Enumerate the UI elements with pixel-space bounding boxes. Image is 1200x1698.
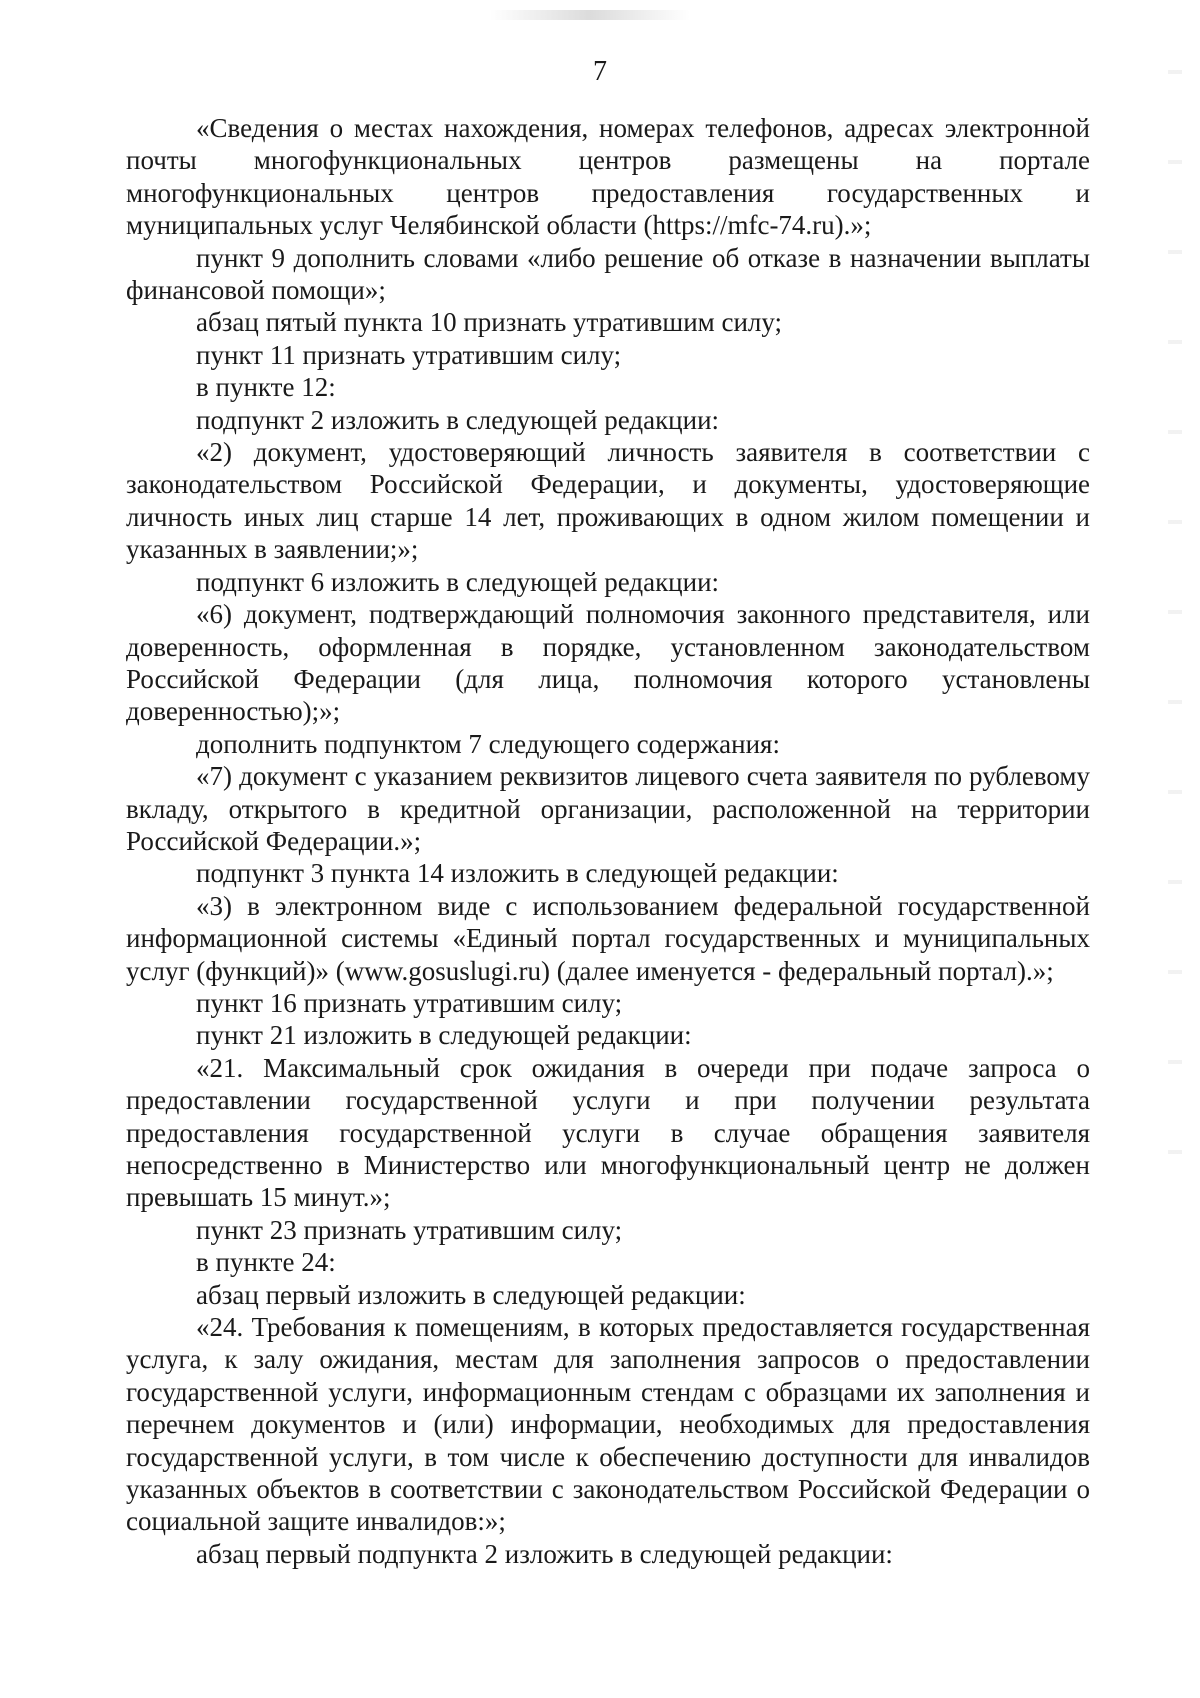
paragraph: пункт 23 признать утратившим силу; <box>196 1214 623 1245</box>
paragraph: пункт 21 изложить в следующей редакции: <box>196 1020 692 1051</box>
paragraph: «2) документ, удостоверяющий личность заявителя в соответствии с законодательством Российской Федерации, и документы, удостоверяющие личность иных лиц старше 14 лет, проживающих в одном жилом помещении и указанных в заявлении;»; <box>126 437 1090 565</box>
scan-artifact-top <box>490 10 690 20</box>
paragraph: «Сведения о местах нахождения, номерах телефонов, адресах электронной почты многофункциональных центров размещены на портале многофункциональных центров предоставления государственных и муниципальных услуг Челябинской области (https://mfc-74.ru).»; <box>126 113 1090 241</box>
scan-artifact-right <box>1168 30 1182 1230</box>
page-number: 7 <box>593 56 607 87</box>
document-body <box>126 112 1090 1570</box>
paragraph: подпункт 6 изложить в следующей редакции: <box>196 566 720 597</box>
paragraph: «21. Максимальный срок ожидания в очереди при подаче запроса о предоставлении государственной услуги и при получении результата предоставления государственной услуги в случае обращения заявителя непосредственно в Министерство или многофункциональный центр не должен превышать 15 минут.»; <box>126 1052 1090 1213</box>
paragraph: «3) в электронном виде с использованием федеральной государственной информационной системы «Единый портал государственных и муниципальных услуг (функций)» (www.gosuslugi.ru) (далее именуется - федеральный портал).»; <box>126 890 1090 986</box>
paragraph: подпункт 3 пункта 14 изложить в следующей редакции: <box>196 858 839 889</box>
paragraph: пункт 11 признать утратившим силу; <box>196 339 622 370</box>
paragraph: абзац первый подпункта 2 изложить в следующей редакции: <box>196 1538 893 1569</box>
paragraph: дополнить подпунктом 7 следующего содержания: <box>196 728 780 759</box>
paragraph: пункт 16 признать утратившим силу; <box>196 987 623 1018</box>
paragraph: «6) документ, подтверждающий полномочия законного представителя, или доверенность, оформленная в порядке, установленном законодательством Российской Федерации (для лица, полномочия которого установлены доверенностью);»; <box>126 599 1090 727</box>
paragraph: в пункте 24: <box>196 1247 336 1278</box>
paragraph: «7) документ с указанием реквизитов лицевого счета заявителя по рублевому вкладу, открытого в кредитной организации, расположенной на территории Российской Федерации.»; <box>126 761 1090 856</box>
paragraph: абзац первый изложить в следующей редакции: <box>196 1279 746 1310</box>
paragraph: «24. Требования к помещениям, в которых предоставляется государственная услуга, к залу ожидания, местам для заполнения запросов о предоставлении государственной услуги, информационным стендам с образцами их заполнения и перечнем документов и (или) информации, необходимых для предоставления государственной услуги, в том числе к обеспечению доступности для инвалидов указанных объектов в соответствии с законодательством Российской Федерации о социальной защите инвалидов:»; <box>126 1312 1090 1537</box>
paragraph: абзац пятый пункта 10 признать утратившим силу; <box>196 307 783 338</box>
paragraph: пункт 9 дополнить словами «либо решение об отказе в назначении выплаты финансовой помощи»; <box>126 242 1090 306</box>
paragraph: в пункте 12: <box>196 372 336 403</box>
paragraph: подпункт 2 изложить в следующей редакции: <box>196 404 720 435</box>
